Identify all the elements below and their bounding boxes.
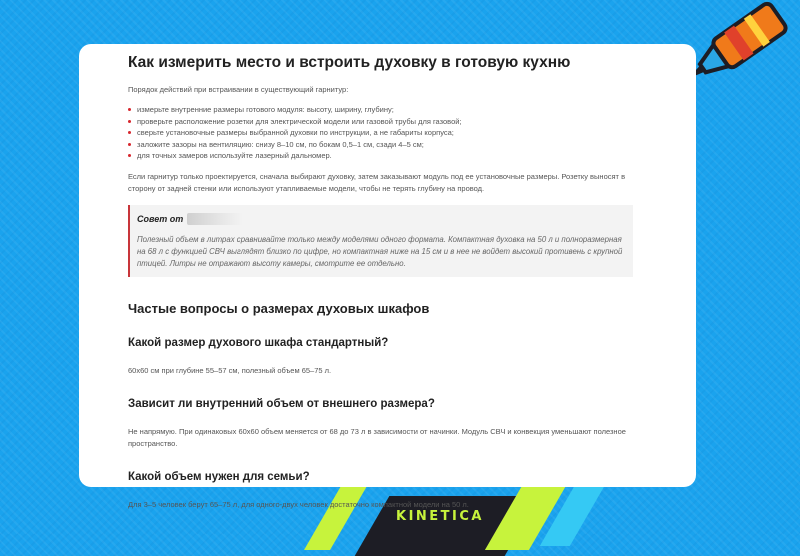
- paintbrush-icon: [690, 0, 800, 90]
- body-paragraph: Если гарнитур только проектируется, сначала выбирают духовку, затем заказывают модуль под ее установочные размеры. Розетку выносят в сторону от задней стенки или используют утапливаемые модели, чтобы не терять глубину на провод.: [128, 171, 626, 193]
- blurred-author: [187, 213, 243, 225]
- faq-answer: Не напрямую. При одинаковых 60x60 объем меняется от 68 до 73 л в зависимости от начинки. Модуль СВЧ и конвекция уменьшают полезное пространство.: [128, 427, 626, 449]
- faq-question: Зависит ли внутренний объем от внешнего размера?: [128, 398, 435, 411]
- list-item: для точных замеров используйте лазерный дальномер.: [128, 150, 633, 162]
- faq-question: Какой объем нужен для семьи?: [128, 471, 310, 484]
- brand-logo: KINETICA: [396, 509, 484, 524]
- steps-list: [128, 104, 633, 162]
- tip-text: Полезный объем в литрах сравнивайте только между моделями одного формата. Компактная духовка на 50 л и полноразмерная на 68 л с функцией СВЧ выглядят близко по цифре, но компактная ниже на 15 см и в нее не войдет высокий противень с крупной птицей. Литры не отражают высоту камеры, смотрите ее отдельно.: [137, 234, 623, 268]
- list-item: заложите зазоры на вентиляцию: снизу 8–10 см, по бокам 0,5–1 см, сзади 4–5 см;: [128, 139, 633, 151]
- expert-tip: [128, 205, 633, 278]
- intro-text: Порядок действий при встраивании в существующий гарнитур:: [128, 85, 349, 94]
- faq-question: Какой размер духового шкафа стандартный?: [128, 337, 389, 350]
- faq-title: Частые вопросы о размерах духовых шкафов: [128, 301, 430, 317]
- list-item: измерьте внутренние размеры готового модуля: высоту, ширину, глубину;: [128, 104, 633, 116]
- faq-answer: Для 3–5 человек берут 65–75 л, для одного-двух человек достаточно компактной модели на 50 л.: [128, 500, 469, 510]
- list-item: сверьте установочные размеры выбранной духовки по инструкции, а не габариты корпуса;: [128, 127, 633, 139]
- article-card: [79, 44, 696, 510]
- article-content: [128, 54, 633, 511]
- page-title: Как измерить место и встроить духовку в готовую кухню: [128, 54, 571, 71]
- faq-answer: 60x60 см при глубине 55–57 см, полезный объем 65–75 л.: [128, 366, 332, 376]
- tip-header: [137, 213, 623, 225]
- list-item: проверьте расположение розетки для электрической модели или газовой трубы для газовой;: [128, 116, 633, 128]
- tip-heading: Совет от: [137, 213, 184, 224]
